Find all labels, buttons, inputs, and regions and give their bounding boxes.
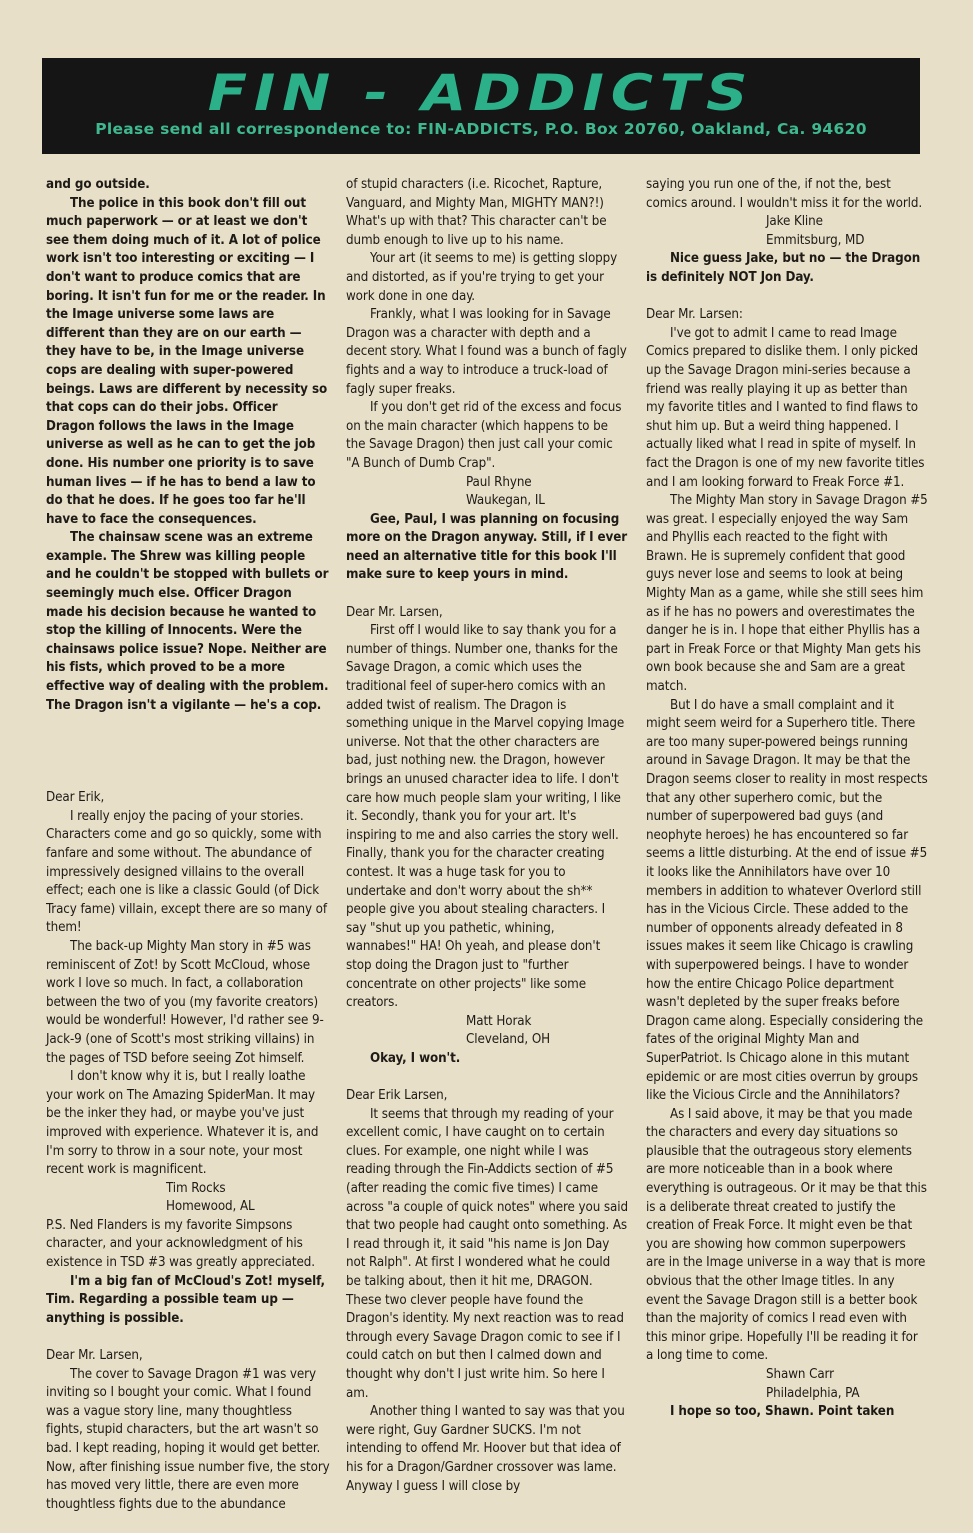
header-banner — [42, 58, 920, 154]
letter-paragraph: I've got to admit I came to read Image Comics prepared to dislike them. I only picked up the Savage Dragon mini-series because a friend was really playing it up as better than my favorite titles and I wanted to find flaws to shut him up. But a weird thing happened. I actually liked what I read in spite of myself. In fact the Dragon is one of my new favorite titles and I am looking forward to Freak Force #1. — [646, 325, 925, 490]
editor-reply: Gee, Paul, I was planning on focusing more on the Dragon anyway. Still, if I ever need an alternative title for this book I'll make sure to keep yours in mind. — [346, 511, 628, 583]
section-title: FIN - ADDICTS — [207, 64, 755, 122]
letter-salutation: Dear Mr. Larsen, — [46, 1348, 143, 1364]
letter-paragraph: As I said above, it may be that you made the characters and every day situations so plausible that the outrageous story elements are more noticeable than in a book where everything is outrageous. Or it may be that this is a deliberate threat created to justify the creation of Freak Force. It might even be that you are showing how common superpowers are in the Image universe in a way that is more obvious that the other Image titles. In any event the Savage Dragon still is a better book than the majority of comics I read even with this minor gripe. Hopefully I'll be reading it for a long time to come. — [646, 1106, 927, 1364]
editor-reply: The chainsaw scene was an extreme example. The Shrew was killing people and he couldn't be stopped with bullets or seemingly much else. Officer Dragon made his decision because he wanted to stop the killing of Innocents. Were the chainsaws police issue? Nope. Neither are his fists, which proved to be a more effective way of dealing with the problem. The Dragon isn't a vigilante — he's a cop. — [46, 530, 329, 713]
letter-paragraph: It seems that through my reading of your excellent comic, I have caught on to certain clues. For example, one night while I was reading through the Fin-Addicts section of #5 (after reading the comic five times) I came across "a couple of quick notes" where you said that two people had caught onto something. As I read through it, it said "his name is Jon Day not Ralph". At first I wondered what he could be talking about, then it hit me, DRAGON. These two clever people have found the Dragon's identity. My next reaction was to read through every Savage Dragon comic to see if I could catch on but then I calmed down and thought why don't I just write him. So here I am. — [346, 1106, 628, 1401]
letter-salutation: Dear Erik Larsen, — [346, 1088, 448, 1104]
letter-signature-place: Cleveland, OH — [466, 1032, 551, 1048]
letter-paragraph: The back-up Mighty Man story in #5 was reminiscent of Zot! by Scott McCloud, whose work I love so much. In fact, a collaboration between the two of you (my favorite creators) would be wonderful! However, I'd rather see 9-Jack-9 (one of Scott's most striking villains) in the pages of TSD before seeing Zot himself. — [46, 938, 324, 1066]
letter-paragraph: Frankly, what I was looking for in Savage Dragon was a character with depth and a decent story. What I found was a bunch of fagly fights and a way to introduce a truck-load of fagly super freaks. — [346, 307, 627, 397]
column-3 — [646, 176, 928, 1422]
letter-paragraph: First off I would like to say thank you for a number of things. Number one, thanks for the Savage Dragon, a comic which uses the traditional feel of super-hero comics with an added twist of realism. The Dragon is something unique in the Marvel copying Image universe. Not that the other characters are bad, just nothing new. the Dragon, however brings an unused character idea to life. I don't care how much people slam your writing, I like it. Secondly, thank you for your art. It's inspiring to me and also carries the story well. Finally, thank you for the character creating contest. It was a huge task for you to undertake and don't worry about the sh** people give you about stealing characters. I say "shut up you pathetic, whining, wannabes!" HA! Oh yeah, and please don't stop doing the Dragon just to "further concentrate on other projects" like some creators. — [346, 623, 625, 1011]
editor-reply: The police in this book don't fill out much paperwork — or at least we don't see them doing much of it. A lot of police work isn't too interesting or exciting — I don't want to produce comics that are boring. It isn't fun for me or the reader. In the Image universe some laws are different than they are on our earth — they have to be, in the Image universe cops are dealing with super-powered beings. Laws are different by necessity so that cops can do their jobs. Officer Dragon follows the laws in the Image universe as well as he can to get the job done. His number one priority is to save human lives — if he has to bend a law to do that he does. If he goes too far he'll have to face the consequences. — [46, 195, 328, 527]
letter-signature-name: Jake Kline — [766, 214, 823, 230]
column-1 — [46, 176, 330, 1514]
letter-salutation: Dear Mr. Larsen, — [346, 604, 443, 620]
letter-signature-place: Emmitsburg, MD — [766, 232, 865, 248]
letter-paragraph: The Mighty Man story in Savage Dragon #5 was great. I especially enjoyed the way Sam and Phyllis each reacted to the fight with Brawn. He is supremely confident that good guys never lose and seems to look at being Mighty Man as a game, while she still sees him as if he has no powers and overestimates the danger he is in. I hope that either Phyllis has a part in Freak Force or that Mighty Man gets his own book because she and Sam are a great match. — [646, 493, 928, 695]
column-2 — [346, 176, 628, 1496]
letter-paragraph: I don't know why it is, but I really loathe your work on The Amazing SpiderMan. It may be the inker they had, or maybe you've just improved with experience. Whatever it is, and I'm sorry to throw in a sour note, your most recent work is magnificent. — [46, 1069, 319, 1178]
address-line: Please send all correspondence to: FIN-ADDICTS, P.O. Box 20760, Oakland, Ca. 94620 — [95, 120, 867, 138]
letter-signature-name: Matt Horak — [466, 1013, 532, 1029]
editor-reply: I'm a big fan of McCloud's Zot! myself, Tim. Regarding a possible team up — anything is possible. — [46, 1273, 325, 1326]
letter-signature-name: Tim Rocks — [166, 1180, 226, 1196]
letter-postscript: P.S. Ned Flanders is my favorite Simpsons character, and your acknowledgment of his existence in TSD #3 was greatly appreciated. — [46, 1217, 315, 1271]
letter-signature-place: Waukegan, IL — [466, 493, 545, 509]
letter-paragraph: But I do have a small complaint and it might seem weird for a Superhero title. There are too many super-powered beings running around in Savage Dragon. It may be that the Dragon seems closer to reality in most respects that any other superhero comic, but the number of superpowered bad guys (and neophyte heroes) he has encountered so far seems a little disturbing. At the end of issue #5 it looks like the Annihilators have over 10 members in addition to whatever Overlord still has in the Vicious Circle. These added to the number of opponents already defeated in 8 issues makes it seem like Chicago is crawling with superpowered beings. I have to wonder how the entire Chicago Police department wasn't depleted by the super freaks before Dragon came along. Especially considering the fates of the original Mighty Man and SuperPatriot. Is Chicago alone in this mutant epidemic or are most cities overrun by groups like the Vicious Circle and the Annihilators? — [646, 697, 928, 1104]
letter-paragraph: saying you run one of the, if not the, best comics around. I wouldn't miss it for the world. — [646, 177, 923, 211]
letter-paragraph: I really enjoy the pacing of your stories. Characters come and go so quickly, some with fanfare and some without. The abundance of impressively designed villains to the overall effect; each one is like a classic Gould (of Dick Tracy fame) villain, except there are so many of them! — [46, 808, 327, 936]
letter-signature-name: Shawn Carr — [766, 1367, 834, 1382]
letter-paragraph: The cover to Savage Dragon #1 was very inviting so I bought your comic. What I found was a vague story line, many thoughtless fights, stupid characters, but the art wasn't so bad. I kept reading, hoping it would get better. Now, after finishing issue number five, the story has moved very little, there are even more thoughtless fights due to the abundance — [46, 1366, 330, 1512]
letter-paragraph: Another thing I wanted to say was that you were right, Guy Gardner SUCKS. I'm not intending to offend Mr. Hoover but that idea of his for a Dragon/Gardner crossover was lame. Anyway I guess I will close by — [346, 1404, 625, 1494]
letter-signature-name: Paul Rhyne — [466, 474, 532, 490]
letter-paragraph: If you don't get rid of the excess and focus on the main character (which happens to be the Savage Dragon) then just call your comic "A Bunch of Dumb Crap". — [346, 400, 622, 471]
editor-reply: Okay, I won't. — [370, 1050, 461, 1066]
letter-salutation: Dear Erik, — [46, 790, 105, 806]
editor-reply: and go outside. — [46, 177, 150, 192]
editor-reply: I hope so too, Shawn. Point taken — [670, 1404, 895, 1420]
letter-salutation: Dear Mr. Larsen: — [646, 307, 743, 323]
letter-paragraph: Your art (it seems to me) is getting sloppy and distorted, as if you're trying to get your work done in one day. — [346, 251, 618, 304]
editor-reply: Nice guess Jake, but no — the Dragon is definitely NOT Jon Day. — [646, 251, 921, 285]
letter-signature-place: Homewood, AL — [166, 1199, 255, 1215]
letter-signature-place: Philadelphia, PA — [766, 1385, 860, 1401]
letter-paragraph: of stupid characters (i.e. Ricochet, Rapture, Vanguard, and Mighty Man, MIGHTY MAN?!) What's up with that? This character can't be dumb enough to live up to his name. — [346, 177, 607, 248]
